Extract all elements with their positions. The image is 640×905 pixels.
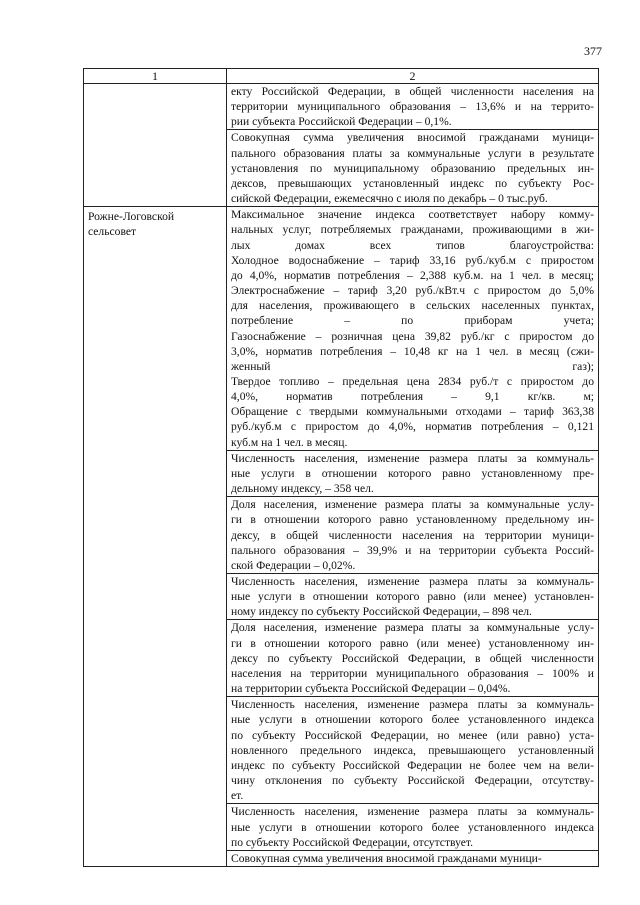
text-line: территории муниципального образования – 13,6% и на террито-: [231, 100, 594, 114]
text-line: Численность населения, изменение размера платы за коммуналь-: [231, 575, 594, 588]
text-line: Численность населения, изменение размера платы за коммуналь-: [231, 805, 594, 819]
description-paragraph: [227, 619, 598, 696]
table-header-row: [84, 69, 599, 84]
text-line: для населения, проживающего в сельских населенных пунктах,: [231, 299, 594, 313]
text-line: по субъекту Российской Федерации, но менее (или равно) уста-: [231, 728, 594, 742]
text-line: по субъекту Российской Федерации, отсутствует.: [231, 835, 473, 849]
table-row: [84, 84, 599, 207]
text-line: ги в отношении которого равно установленному предельному ин-: [231, 513, 594, 527]
text-line: Электроснабжение – тариф 3,20 руб./кВт.ч с приростом до 5,0%: [231, 284, 594, 298]
description-paragraph: [227, 696, 598, 803]
text-line: лых домах всех типов благоустройства:: [231, 238, 594, 252]
description-cell: [227, 207, 599, 867]
text-line: ные услуги в отношении которого равно (или менее) установлен-: [231, 590, 594, 604]
text-line: индекс по субъекту Российской Федерации не более чем на вели-: [231, 758, 594, 772]
text-line: руб./куб.м с приростом до 4,0%, норматив потребления – 0,121: [231, 420, 594, 434]
municipality-name-line: Рожне-Логовской: [88, 210, 175, 224]
text-line: Доля населения, изменение размера платы за коммунальные услу-: [231, 498, 594, 512]
text-line: до 4,0%, норматив потребления – 2,388 куб.м. на 1 чел. в месяц;: [231, 268, 594, 282]
text-line: ги в отношении которого равно (или менее) установленному ин-: [231, 636, 594, 650]
description-paragraph: [227, 803, 598, 849]
text-line: женный газ);: [231, 359, 594, 373]
text-line: ному индексу по субъекту Российской Федерации, – 898 чел.: [231, 605, 532, 619]
text-line: Совокупная сумма увеличения вносимой гражданами муници-: [231, 131, 594, 145]
text-line: ные услуги в отношении которого равно установленному пре-: [231, 466, 594, 480]
text-line: Численность населения, изменение размера платы за коммуналь-: [231, 698, 594, 712]
text-line: рии субъекта Российской Федерации – 0,1%.: [231, 115, 452, 129]
municipality-name-cell: [84, 84, 227, 207]
text-line: новленного предельного индекса, превышающего установленный: [231, 743, 594, 757]
text-line: сийской Федерации, ежемесячно с июля по декабрь – 0 тыс.руб.: [231, 192, 548, 206]
description-paragraph: [227, 207, 598, 450]
description-paragraph: [227, 850, 598, 866]
description-paragraph: [227, 573, 598, 619]
text-line: дексу по субъекту Российской Федерации, в общей численности: [231, 651, 594, 665]
municipality-name-line: сельсовет: [88, 225, 137, 239]
description-paragraph: [227, 450, 598, 496]
description-paragraph: [227, 496, 598, 573]
text-line: дельному индексу, – 358 чел.: [231, 482, 374, 496]
text-line: 3,0%, норматив потребления – 10,48 кг на 1 чел. в месяц (сжи-: [231, 344, 594, 358]
text-line: Холодное водоснабжение – тариф 33,16 руб./куб.м с приростом: [231, 253, 594, 267]
text-line: Газоснабжение – розничная цена 39,82 руб./кг с приростом до: [231, 329, 594, 343]
text-line: Доля населения, изменение размера платы за коммунальные услу-: [231, 621, 594, 635]
text-line: потребление – по приборам учета;: [231, 314, 594, 328]
column-header-1: 1: [84, 69, 227, 84]
text-line: 4,0%, норматив потребления – 9,1 кг/кв. м;: [231, 390, 594, 404]
text-line: пального образования платы за коммунальные услуги в результате: [231, 146, 594, 160]
text-line: населения на территории муниципального образования – 100% и: [231, 666, 594, 680]
text-line: Численность населения, изменение размера платы за коммуналь-: [231, 451, 594, 465]
text-line: пального образования – 39,9% и на территории субъекта Россий-: [231, 543, 594, 557]
text-line: на территории субъекта Российской Федерации – 0,04%.: [231, 682, 511, 696]
description-cell: [227, 84, 599, 207]
text-line: нальных услуг, потребляемых гражданами, проживающими в жи-: [231, 223, 594, 237]
table-row: [84, 207, 599, 867]
municipality-name-cell: [84, 207, 227, 867]
text-line: чину отклонения по субъекту Российской Федерации, отсутству-: [231, 774, 594, 788]
description-paragraph: [227, 84, 598, 129]
text-line: ные услуги в отношении которого более установленного индекса: [231, 713, 594, 727]
text-line: Совокупная сумма увеличения вносимой гражданами муници-: [231, 851, 542, 865]
text-line: Обращение с твердыми коммунальными отходами – тариф 363,38: [231, 405, 594, 419]
text-line: Твердое топливо – предельная цена 2834 руб./т с приростом до: [231, 374, 594, 388]
text-line: екту Российской Федерации, в общей численности населения на: [231, 85, 594, 98]
page-number: 377: [584, 44, 602, 58]
column-header-2: 2: [227, 69, 599, 84]
document-table: [83, 68, 599, 867]
text-line: установления по муниципальному образованию предельных ин-: [231, 161, 594, 175]
text-line: дексов, превышающих установленный индекс по субъекту Рос-: [231, 176, 594, 190]
description-paragraph: [227, 129, 598, 206]
text-line: куб.м на 1 чел. в месяц.: [231, 435, 348, 449]
text-line: ные услуги в отношении которого более установленного индекса: [231, 820, 594, 834]
text-line: Максимальное значение индекса соответствует набору комму-: [231, 208, 594, 222]
text-line: ет.: [231, 789, 244, 803]
text-line: ской Федерации – 0,02%.: [231, 558, 356, 572]
text-line: дексу, в общей численности населения на территории муници-: [231, 528, 594, 542]
